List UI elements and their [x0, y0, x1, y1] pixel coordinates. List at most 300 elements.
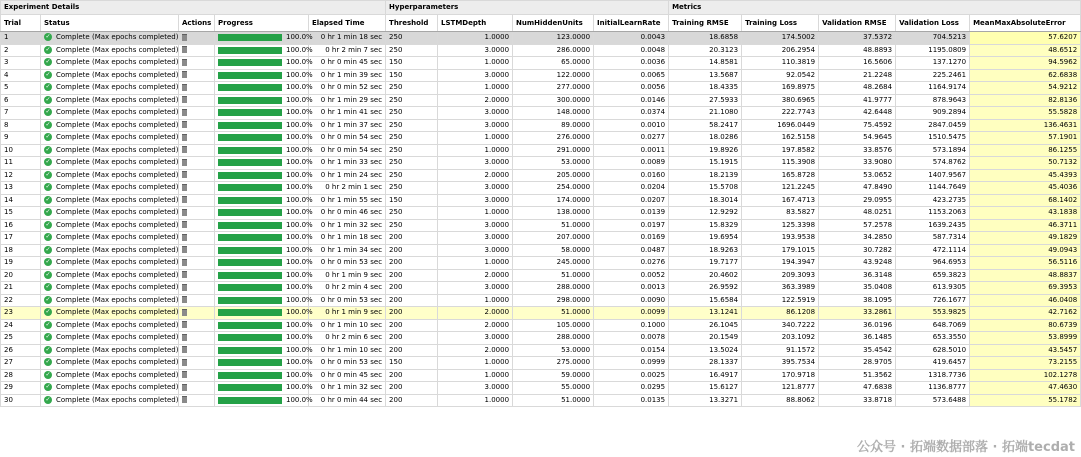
actions-cell[interactable]: [179, 369, 215, 382]
actions-cell[interactable]: [179, 382, 215, 395]
status-text: Complete (Max epochs completed): [56, 170, 179, 179]
progress-percent: 100.0%: [286, 258, 313, 266]
table-row[interactable]: [1, 119, 1081, 132]
lstm-depth-cell: 1.0000: [438, 207, 513, 220]
training-rmse-cell: 13.5024: [669, 344, 742, 357]
trash-icon[interactable]: [182, 159, 187, 166]
initial-learn-rate-cell: 0.0276: [594, 257, 669, 270]
trash-icon[interactable]: [182, 384, 187, 391]
status-text: Complete (Max epochs completed): [56, 283, 179, 292]
training-loss-cell: 197.8582: [742, 144, 819, 157]
actions-cell[interactable]: [179, 157, 215, 170]
elapsed-time-cell: 0 hr 1 min 9 sec: [309, 269, 386, 282]
status-cell: [41, 257, 179, 270]
check-circle-icon: ✓: [45, 333, 51, 341]
actions-cell[interactable]: [179, 244, 215, 257]
trash-icon[interactable]: [182, 109, 187, 116]
col-status[interactable]: Status: [41, 15, 179, 32]
progress-bar: [218, 284, 282, 291]
check-circle-icon: ✓: [45, 133, 51, 141]
progress-bar: [218, 222, 282, 229]
table-row[interactable]: [1, 69, 1081, 82]
validation-loss-cell: 704.5213: [896, 32, 970, 45]
trash-icon[interactable]: [182, 346, 187, 353]
col-elapsed-time[interactable]: Elapsed Time: [309, 15, 386, 32]
trash-icon[interactable]: [182, 309, 187, 316]
validation-loss-cell: 573.1894: [896, 144, 970, 157]
trash-icon[interactable]: [182, 71, 187, 78]
table-row[interactable]: [1, 194, 1081, 207]
status-cell: [41, 219, 179, 232]
trash-icon[interactable]: [182, 184, 187, 191]
progress-bar: [218, 147, 282, 154]
threshold-cell: 200: [386, 394, 438, 407]
col-training-loss[interactable]: Training Loss: [742, 15, 819, 32]
validation-rmse-cell: 48.2684: [819, 82, 896, 95]
validation-rmse-cell: 51.3562: [819, 369, 896, 382]
threshold-cell: 200: [386, 319, 438, 332]
progress-percent: 100.0%: [286, 33, 313, 41]
validation-loss-cell: 423.2735: [896, 194, 970, 207]
actions-cell[interactable]: [179, 294, 215, 307]
mean-max-absolute-error-cell: 49.1829: [970, 232, 1081, 245]
progress-bar: [218, 322, 282, 329]
actions-cell[interactable]: [179, 194, 215, 207]
col-num-hidden-units[interactable]: NumHiddenUnits: [513, 15, 594, 32]
trash-icon[interactable]: [182, 234, 187, 241]
trash-icon[interactable]: [182, 84, 187, 91]
mean-max-absolute-error-cell: 54.9212: [970, 82, 1081, 95]
lstm-depth-cell: 1.0000: [438, 394, 513, 407]
actions-cell[interactable]: [179, 57, 215, 70]
check-circle-icon: ✓: [45, 370, 51, 378]
actions-cell[interactable]: [179, 94, 215, 107]
col-threshold[interactable]: Threshold: [386, 15, 438, 32]
table-row[interactable]: [1, 244, 1081, 257]
threshold-cell: 250: [386, 32, 438, 45]
progress-cell: [215, 169, 313, 182]
num-hidden-units-cell: 51.0000: [513, 269, 594, 282]
watermark-text: 公众号 · 拓端数据部落 · 拓端tecdat: [856, 440, 1075, 455]
status-text: Complete (Max epochs completed): [56, 120, 179, 129]
lstm-depth-cell: 2.0000: [438, 169, 513, 182]
table-row[interactable]: [1, 132, 1081, 145]
status-cell: [41, 269, 179, 282]
table-row[interactable]: [1, 332, 1081, 345]
table-row[interactable]: [1, 344, 1081, 357]
mean-max-absolute-error-cell: 55.5828: [970, 107, 1081, 120]
training-loss-cell: 83.5827: [742, 207, 819, 220]
trial-cell: 12: [1, 169, 41, 182]
actions-cell[interactable]: [179, 357, 215, 370]
training-rmse-cell: 28.1337: [669, 357, 742, 370]
training-loss-cell: 170.9718: [742, 369, 819, 382]
actions-cell[interactable]: [179, 332, 215, 345]
col-progress[interactable]: Progress: [215, 15, 309, 32]
training-loss-cell: 86.1208: [742, 307, 819, 320]
training-rmse-cell: 15.5708: [669, 182, 742, 195]
table-row[interactable]: [1, 269, 1081, 282]
trial-cell: 1: [1, 32, 41, 45]
progress-percent: 100.0%: [286, 45, 313, 54]
elapsed-time-cell: 0 hr 1 min 32 sec: [309, 382, 386, 395]
mean-max-absolute-error-cell: 94.5962: [970, 57, 1081, 70]
elapsed-time-cell: 0 hr 1 min 41 sec: [309, 107, 386, 120]
actions-cell[interactable]: [179, 82, 215, 95]
progress-percent: 100.0%: [286, 345, 313, 354]
actions-cell[interactable]: [179, 132, 215, 145]
table-row[interactable]: [1, 107, 1081, 120]
validation-rmse-cell: 33.8718: [819, 394, 896, 407]
table-row[interactable]: [1, 169, 1081, 182]
status-cell: [41, 69, 179, 82]
progress-bar: [218, 334, 282, 341]
elapsed-time-cell: 0 hr 1 min 34 sec: [309, 244, 386, 257]
col-validation-rmse[interactable]: Validation RMSE: [819, 15, 896, 32]
table-row[interactable]: [1, 32, 1081, 45]
col-training-rmse[interactable]: Training RMSE: [669, 15, 742, 32]
validation-rmse-cell: 35.0408: [819, 282, 896, 295]
trash-icon[interactable]: [182, 196, 187, 203]
trial-cell: 2: [1, 44, 41, 57]
actions-cell[interactable]: [179, 69, 215, 82]
mean-max-absolute-error-cell: 53.8999: [970, 332, 1081, 345]
actions-cell[interactable]: [179, 232, 215, 245]
training-loss-cell: 115.3908: [742, 157, 819, 170]
actions-cell[interactable]: [179, 182, 215, 195]
validation-rmse-cell: 36.1485: [819, 332, 896, 345]
mean-max-absolute-error-cell: 47.4630: [970, 382, 1081, 395]
progress-cell: [215, 82, 313, 95]
mean-max-absolute-error-cell: 136.4631: [970, 119, 1081, 132]
trash-icon[interactable]: [182, 209, 187, 216]
status-cell: [41, 282, 179, 295]
actions-cell[interactable]: [179, 44, 215, 57]
lstm-depth-cell: 3.0000: [438, 282, 513, 295]
mean-max-absolute-error-cell: 57.1901: [970, 132, 1081, 145]
check-circle-icon: ✓: [45, 308, 51, 316]
mean-max-absolute-error-cell: 46.0408: [970, 294, 1081, 307]
threshold-cell: 250: [386, 207, 438, 220]
threshold-cell: 250: [386, 82, 438, 95]
check-circle-icon: ✓: [45, 220, 51, 228]
status-text: Complete (Max epochs completed): [56, 383, 179, 392]
actions-cell[interactable]: [179, 207, 215, 220]
threshold-cell: 200: [386, 307, 438, 320]
training-loss-cell: 174.5002: [742, 32, 819, 45]
training-rmse-cell: 12.9292: [669, 207, 742, 220]
initial-learn-rate-cell: 0.0146: [594, 94, 669, 107]
progress-bar: [218, 47, 282, 54]
training-loss-cell: 165.8728: [742, 169, 819, 182]
trash-icon[interactable]: [182, 171, 187, 178]
table-row[interactable]: [1, 394, 1081, 407]
status-text: Complete (Max epochs completed): [56, 158, 179, 167]
validation-loss-cell: 1164.9174: [896, 82, 970, 95]
trial-cell: 19: [1, 257, 41, 270]
validation-loss-cell: 587.7314: [896, 232, 970, 245]
status-cell: [41, 394, 179, 407]
training-rmse-cell: 20.4602: [669, 269, 742, 282]
trial-cell: 11: [1, 157, 41, 170]
progress-cell: [215, 382, 313, 395]
initial-learn-rate-cell: 0.0013: [594, 282, 669, 295]
actions-cell[interactable]: [179, 307, 215, 320]
training-loss-cell: 363.3989: [742, 282, 819, 295]
training-rmse-cell: 19.6954: [669, 232, 742, 245]
progress-percent: 100.0%: [286, 295, 313, 304]
progress-percent: 100.0%: [286, 195, 313, 204]
lstm-depth-cell: 1.0000: [438, 369, 513, 382]
table-row[interactable]: [1, 82, 1081, 95]
col-actions[interactable]: Actions: [179, 15, 215, 32]
trash-icon[interactable]: [182, 59, 187, 66]
group-metrics: Metrics: [669, 1, 1081, 15]
progress-percent: 100.0%: [286, 320, 313, 329]
col-lstm-depth[interactable]: LSTMDepth: [438, 15, 513, 32]
progress-percent: 100.0%: [286, 145, 313, 154]
lstm-depth-cell: 1.0000: [438, 82, 513, 95]
num-hidden-units-cell: 205.0000: [513, 169, 594, 182]
actions-cell[interactable]: [179, 344, 215, 357]
validation-rmse-cell: 43.9248: [819, 257, 896, 270]
training-rmse-cell: 26.9592: [669, 282, 742, 295]
trash-icon[interactable]: [182, 146, 187, 153]
trash-icon[interactable]: [182, 259, 187, 266]
actions-cell[interactable]: [179, 219, 215, 232]
validation-rmse-cell: 38.1095: [819, 294, 896, 307]
progress-percent: 100.0%: [286, 83, 313, 91]
table-row[interactable]: [1, 94, 1081, 107]
progress-percent: 100.0%: [286, 133, 313, 141]
actions-cell[interactable]: [179, 394, 215, 407]
table-row[interactable]: [1, 357, 1081, 370]
actions-cell[interactable]: [179, 119, 215, 132]
training-loss-cell: 125.3398: [742, 219, 819, 232]
training-rmse-cell: 14.8581: [669, 57, 742, 70]
training-loss-cell: 179.1015: [742, 244, 819, 257]
num-hidden-units-cell: 51.0000: [513, 219, 594, 232]
progress-bar: [218, 347, 282, 354]
table-row[interactable]: [1, 219, 1081, 232]
actions-cell[interactable]: [179, 169, 215, 182]
trash-icon[interactable]: [182, 96, 187, 103]
elapsed-time-cell: 0 hr 1 min 24 sec: [309, 169, 386, 182]
num-hidden-units-cell: 89.0000: [513, 119, 594, 132]
status-text: Complete (Max epochs completed): [56, 145, 179, 154]
threshold-cell: 250: [386, 107, 438, 120]
trial-cell: 28: [1, 369, 41, 382]
validation-loss-cell: 613.9305: [896, 282, 970, 295]
mean-max-absolute-error-cell: 48.6512: [970, 44, 1081, 57]
trial-cell: 23: [1, 307, 41, 320]
table-row[interactable]: [1, 282, 1081, 295]
status-text: Complete (Max epochs completed): [56, 220, 179, 229]
progress-cell: [215, 269, 313, 282]
table-row[interactable]: [1, 294, 1081, 307]
lstm-depth-cell: 3.0000: [438, 44, 513, 57]
actions-cell[interactable]: [179, 282, 215, 295]
progress-percent: 100.0%: [286, 233, 313, 241]
num-hidden-units-cell: 65.0000: [513, 57, 594, 70]
mean-max-absolute-error-cell: 43.1838: [970, 207, 1081, 220]
elapsed-time-cell: 0 hr 1 min 9 sec: [309, 307, 386, 320]
num-hidden-units-cell: 275.0000: [513, 357, 594, 370]
status-text: Complete (Max epochs completed): [56, 320, 179, 329]
trash-icon[interactable]: [182, 334, 187, 341]
progress-percent: 100.0%: [286, 170, 313, 179]
trial-cell: 15: [1, 207, 41, 220]
trial-cell: 29: [1, 382, 41, 395]
initial-learn-rate-cell: 0.0197: [594, 219, 669, 232]
status-cell: [41, 82, 179, 95]
check-circle-icon: ✓: [45, 95, 51, 103]
progress-bar: [218, 359, 282, 366]
validation-loss-cell: 1407.9567: [896, 169, 970, 182]
status-cell: [41, 357, 179, 370]
table-row[interactable]: [1, 144, 1081, 157]
status-cell: [41, 44, 179, 57]
table-row[interactable]: [1, 319, 1081, 332]
mean-max-absolute-error-cell: 43.5457: [970, 344, 1081, 357]
col-mean-max-absolute-error[interactable]: MeanMaxAbsoluteError: [970, 15, 1081, 32]
status-cell: [41, 119, 179, 132]
table-row[interactable]: [1, 232, 1081, 245]
validation-rmse-cell: 30.7282: [819, 244, 896, 257]
mean-max-absolute-error-cell: 46.3711: [970, 219, 1081, 232]
elapsed-time-cell: 0 hr 1 min 33 sec: [309, 157, 386, 170]
validation-rmse-cell: 53.0652: [819, 169, 896, 182]
progress-bar: [218, 159, 282, 166]
threshold-cell: 200: [386, 282, 438, 295]
check-circle-icon: ✓: [45, 145, 51, 153]
status-cell: [41, 307, 179, 320]
trash-icon[interactable]: [182, 396, 187, 403]
training-loss-cell: 194.3947: [742, 257, 819, 270]
training-rmse-cell: 13.5687: [669, 69, 742, 82]
col-validation-loss[interactable]: Validation Loss: [896, 15, 970, 32]
status-cell: [41, 182, 179, 195]
trial-cell: 13: [1, 182, 41, 195]
actions-cell[interactable]: [179, 269, 215, 282]
status-text: Complete (Max epochs completed): [56, 370, 179, 379]
num-hidden-units-cell: 288.0000: [513, 282, 594, 295]
progress-percent: 100.0%: [286, 358, 313, 366]
validation-loss-cell: 1639.2435: [896, 219, 970, 232]
progress-bar: [218, 84, 282, 91]
table-row[interactable]: [1, 57, 1081, 70]
table-row[interactable]: [1, 307, 1081, 320]
progress-cell: [215, 257, 313, 270]
trash-icon[interactable]: [182, 34, 187, 41]
validation-loss-cell: 225.2461: [896, 69, 970, 82]
num-hidden-units-cell: 277.0000: [513, 82, 594, 95]
threshold-cell: 250: [386, 182, 438, 195]
initial-learn-rate-cell: 0.0487: [594, 244, 669, 257]
table-row[interactable]: [1, 182, 1081, 195]
validation-rmse-cell: 75.4592: [819, 119, 896, 132]
trash-icon[interactable]: [182, 134, 187, 141]
progress-cell: [215, 57, 313, 70]
check-circle-icon: ✓: [45, 58, 51, 66]
col-initial-learn-rate[interactable]: InitialLearnRate: [594, 15, 669, 32]
actions-cell[interactable]: [179, 32, 215, 45]
validation-loss-cell: 1510.5475: [896, 132, 970, 145]
group-hyperparameters: Hyperparameters: [386, 1, 669, 15]
table-row[interactable]: [1, 157, 1081, 170]
progress-percent: 100.0%: [286, 70, 313, 79]
progress-cell: [215, 32, 313, 45]
progress-bar: [218, 259, 282, 266]
trash-icon[interactable]: [182, 221, 187, 228]
check-circle-icon: ✓: [45, 120, 51, 128]
trial-cell: 5: [1, 82, 41, 95]
progress-percent: 100.0%: [286, 395, 313, 404]
lstm-depth-cell: 3.0000: [438, 244, 513, 257]
trash-icon[interactable]: [182, 296, 187, 303]
progress-cell: [215, 332, 313, 345]
trash-icon[interactable]: [182, 271, 187, 278]
progress-percent: 100.0%: [286, 158, 313, 166]
progress-percent: 100.0%: [286, 333, 313, 341]
check-circle-icon: ✓: [45, 295, 51, 303]
mean-max-absolute-error-cell: 102.1278: [970, 369, 1081, 382]
table-row[interactable]: [1, 44, 1081, 57]
progress-percent: 100.0%: [286, 283, 313, 291]
actions-cell[interactable]: [179, 257, 215, 270]
progress-cell: [215, 69, 313, 82]
table-row[interactable]: [1, 369, 1081, 382]
status-cell: [41, 144, 179, 157]
initial-learn-rate-cell: 0.0999: [594, 357, 669, 370]
validation-loss-cell: 628.5010: [896, 344, 970, 357]
table-row[interactable]: [1, 257, 1081, 270]
actions-cell[interactable]: [179, 319, 215, 332]
training-rmse-cell: 18.4335: [669, 82, 742, 95]
status-cell: [41, 244, 179, 257]
threshold-cell: 250: [386, 94, 438, 107]
trash-icon[interactable]: [182, 359, 187, 366]
table-row[interactable]: [1, 207, 1081, 220]
progress-bar: [218, 134, 282, 141]
trial-cell: 22: [1, 294, 41, 307]
actions-cell[interactable]: [179, 144, 215, 157]
col-trial[interactable]: Trial: [1, 15, 41, 32]
threshold-cell: 150: [386, 57, 438, 70]
trash-icon[interactable]: [182, 284, 187, 291]
table-row[interactable]: [1, 382, 1081, 395]
validation-loss-cell: 1144.7649: [896, 182, 970, 195]
status-cell: [41, 132, 179, 145]
validation-rmse-cell: 36.3148: [819, 269, 896, 282]
trash-icon[interactable]: [182, 121, 187, 128]
progress-bar: [218, 59, 282, 66]
check-circle-icon: ✓: [45, 233, 51, 241]
trash-icon[interactable]: [182, 46, 187, 53]
trial-cell: 20: [1, 269, 41, 282]
threshold-cell: 250: [386, 157, 438, 170]
trash-icon[interactable]: [182, 371, 187, 378]
trash-icon[interactable]: [182, 246, 187, 253]
elapsed-time-cell: 0 hr 0 min 54 sec: [309, 144, 386, 157]
training-rmse-cell: 18.0286: [669, 132, 742, 145]
actions-cell[interactable]: [179, 107, 215, 120]
results-body: [1, 32, 1081, 407]
validation-rmse-cell: 21.2248: [819, 69, 896, 82]
trash-icon[interactable]: [182, 321, 187, 328]
num-hidden-units-cell: 174.0000: [513, 194, 594, 207]
mean-max-absolute-error-cell: 56.5116: [970, 257, 1081, 270]
